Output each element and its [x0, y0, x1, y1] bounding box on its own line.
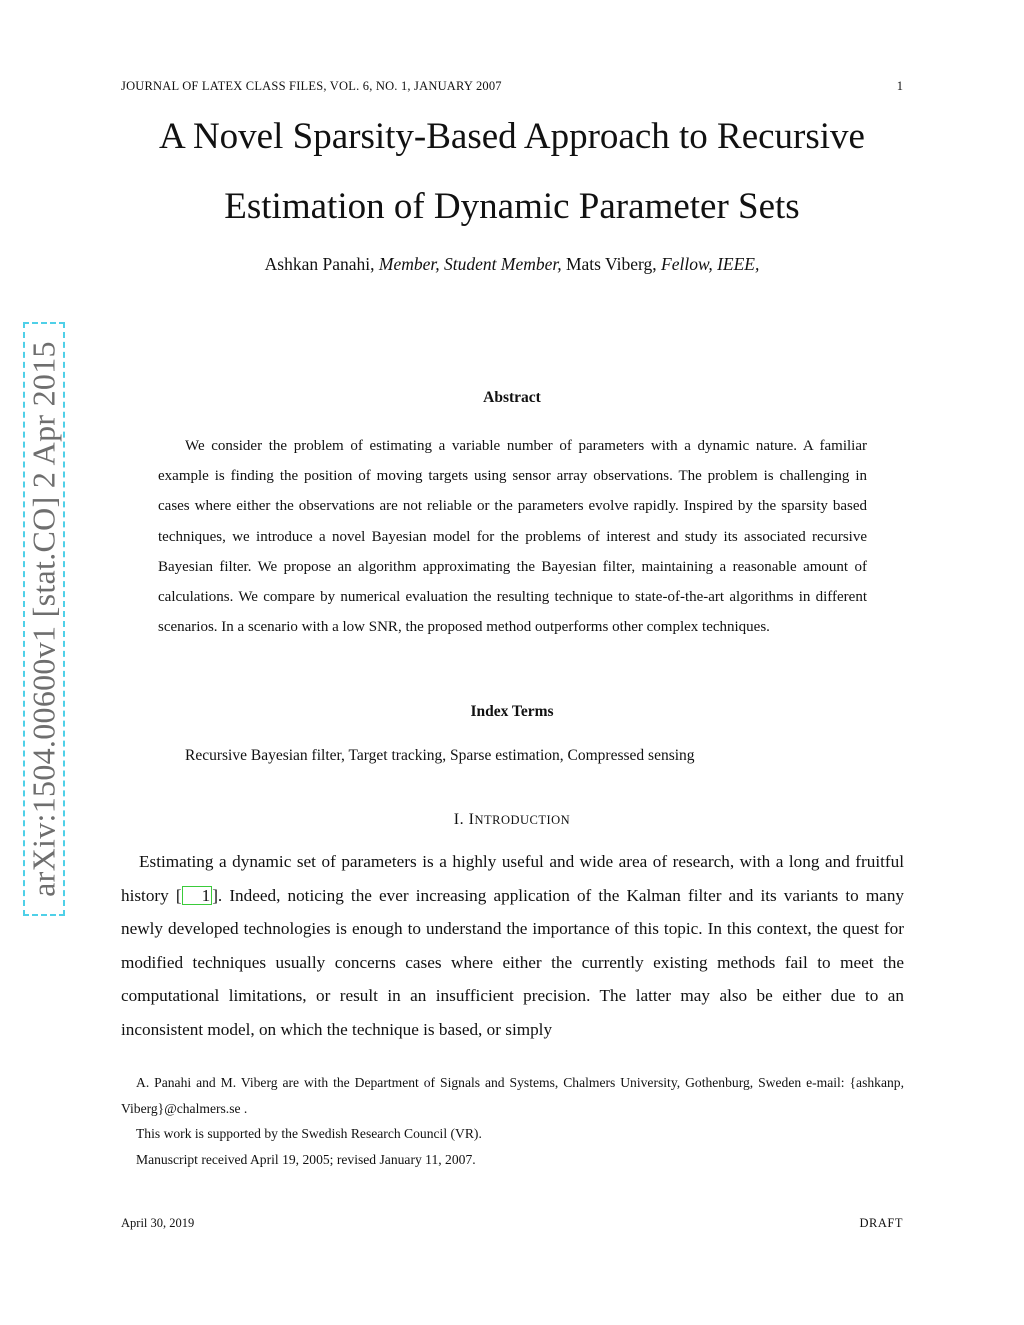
arxiv-stamp-text: arXiv:1504.00600v1 [stat.CO] 2 Apr 2015 [25, 341, 62, 897]
index-terms-text: Recursive Bayesian filter, Target tracking, Sparse estimation, Compressed sensing [185, 747, 695, 764]
footnotes [121, 1070, 904, 1172]
author-1-role: Member, Student Member, [378, 254, 562, 274]
citation-link[interactable]: 1 [182, 886, 213, 905]
footnote-funding: This work is supported by the Swedish Research Council (VR). [136, 1126, 482, 1141]
title-line-1: A Novel Sparsity-Based Approach to Recursive [159, 116, 865, 157]
author-2: Mats Viberg, [565, 254, 657, 274]
author-1: Ashkan Panahi, [264, 254, 375, 274]
intro-text-after-cite: ]. Indeed, noticing the ever increasing application of the Kalman filter and its variants to many newly developed technologies is enough to understand the importance of this topic. In this context, the quest for modified techniques usually concerns cases where either the currently existing methods fail to meet the computational limitations, or result in an insufficient precision. The latter may also be either due to an inconsistent model, on which the technique is based, or simply [121, 885, 905, 1039]
footnote-affiliation: A. Panahi and M. Viberg are with the Department of Signals and Systems, Chalmers University, Gothenburg, Sweden e-mail: {ashkanp, Viberg}@chalmers.se . [121, 1075, 904, 1116]
author-2-role: Fellow, IEEE, [661, 254, 760, 274]
author-line [100, 254, 924, 275]
intro-text-before-cite: Estimating a dynamic set of parameters is a highly useful and wide area of research, with a long and fruitful history [ [121, 852, 904, 905]
footnote-manuscript: Manuscript received April 19, 2005; revised January 11, 2007. [136, 1151, 476, 1167]
footer-status: DRAFT [859, 1216, 903, 1230]
abstract-text: We consider the problem of estimating a variable number of parameters with a dynamic nature. A familiar example is finding the position of moving targets using sensor array observations. The problem is challenging in cases where either the observations are not reliable or the parameters evolve rapidly. Inspired by the sparsity based techniques, we introduce a novel Bayesian model for the problems of interest and study its associated recursive Bayesian filter. We propose an algorithm approximating the Bayesian filter, maintaining a reasonable amount of calculations. We compare by numerical evaluation the resulting technique to state-of-the-art algorithms in different scenarios. In a scenario with a low SNR, the proposed method outperforms other complex techniques. [158, 438, 867, 636]
intro-paragraph [121, 845, 904, 1047]
paper-title [100, 102, 924, 242]
arxiv-stamp-link[interactable] [23, 322, 65, 916]
index-terms-heading: Index Terms [470, 703, 554, 720]
section-heading [100, 811, 924, 829]
abstract-heading: Abstract [483, 389, 541, 406]
section-title-rest: NTRODUCTION [474, 813, 571, 827]
title-line-2: Estimation of Dynamic Parameter Sets [224, 186, 800, 227]
footer-date: April 30, 2019 [121, 1216, 195, 1230]
running-head: JOURNAL OF LATEX CLASS FILES, VOL. 6, NO. 1, JANUARY 2007 [121, 79, 502, 93]
section-title-first: I [468, 811, 475, 828]
section-number: I. [453, 811, 465, 828]
page-number: 1 [896, 79, 903, 93]
